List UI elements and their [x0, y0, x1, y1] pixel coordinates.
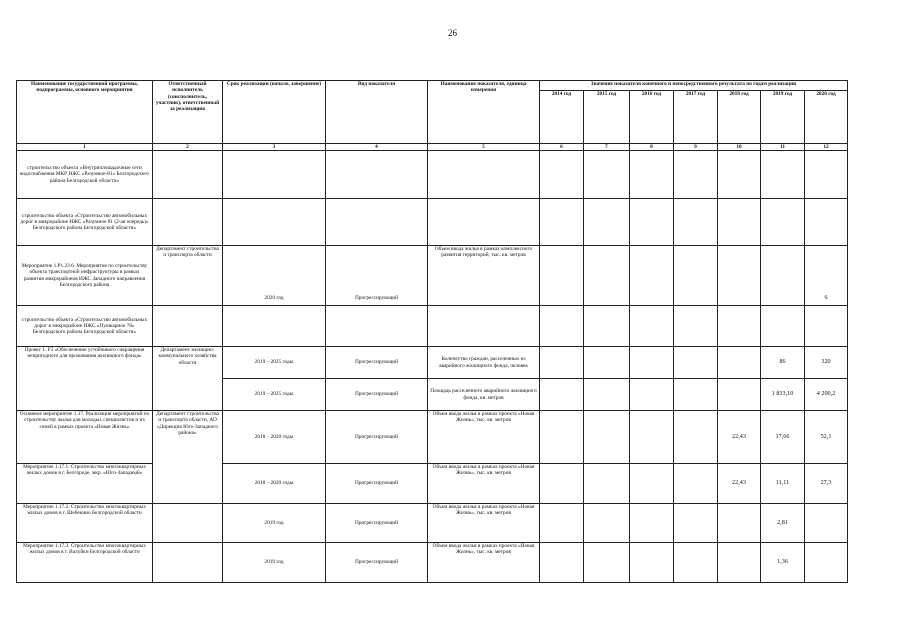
value-cell: [630, 543, 674, 583]
value-cell-2020: 52,1: [805, 411, 848, 464]
indicator-name-cell: Объем ввода жилья в рамках проекта «Новая Жизнь», тыс. кв. метров: [428, 543, 540, 583]
value-cell: [674, 306, 718, 347]
indicator-name-cell: Количество граждан, расселенных из аварийного жилищного фонда, человек: [428, 347, 540, 379]
period-cell: 2020 год: [223, 246, 326, 306]
value-cell: [761, 246, 805, 306]
program-cell: Мероприятие 1.17.3. Строительство многоквартирных жилых домов в г. Валуйки Белгородской области: [17, 543, 153, 583]
column-number: 10: [718, 144, 761, 151]
value-cell: [718, 151, 761, 199]
value-cell: [761, 151, 805, 199]
value-cell: [674, 246, 718, 306]
header-year: 2015 год: [584, 91, 630, 144]
value-cell: [584, 347, 630, 379]
value-cell: [540, 504, 584, 543]
program-cell: Мероприятие 1.Р1.23.6. Мероприятие по строительству объекта транспортной инфраструктуры в рамках развития микрорайонов ИЖС Западного направления Белгородского района: [17, 246, 153, 306]
value-cell: [718, 306, 761, 347]
table-row: [17, 246, 848, 306]
header-year: 2017 год: [674, 91, 718, 144]
executor-cell: [153, 199, 223, 246]
value-cell: [674, 199, 718, 246]
results-table: [16, 80, 848, 583]
value-cell: [584, 151, 630, 199]
indicator-type-cell: Прогрессирующий: [326, 543, 428, 583]
indicator-type-cell: Прогрессирующий: [326, 411, 428, 464]
column-number-row: [17, 144, 848, 151]
executor-cell: Департамент строительства и транспорта области: [153, 246, 223, 306]
value-cell: [674, 379, 718, 411]
value-cell: [540, 151, 584, 199]
column-number: 11: [761, 144, 805, 151]
indicator-type-cell: Прогрессирующий: [326, 504, 428, 543]
header-year: 2020 год: [805, 91, 848, 144]
executor-cell: [153, 151, 223, 199]
value-cell: [718, 543, 761, 583]
value-cell: [630, 379, 674, 411]
value-cell: [584, 504, 630, 543]
value-cell-2020: 4 200,2: [805, 379, 848, 411]
header-indicator-name: Наименование показателя, единица измерения: [428, 81, 540, 144]
value-cell-2018: 22,43: [718, 411, 761, 464]
period-cell: 2018 – 2020 годы: [223, 464, 326, 504]
column-number: 12: [805, 144, 848, 151]
header-period: Срок реализации (начало, завершение): [223, 81, 326, 144]
table-row: [17, 151, 848, 199]
indicator-name-cell: Объем ввода жилья в рамках проекта «Новая Жизнь», тыс. кв. метров: [428, 504, 540, 543]
value-cell: [630, 504, 674, 543]
value-cell: [540, 411, 584, 464]
executor-cell: [153, 504, 223, 543]
column-number: 4: [326, 144, 428, 151]
indicator-type-cell: Прогрессирующий: [326, 246, 428, 306]
indicator-name-cell: [428, 151, 540, 199]
page-number: 26: [448, 28, 457, 38]
period-cell: [223, 151, 326, 199]
period-cell: [223, 199, 326, 246]
value-cell-2019: 2,81: [761, 504, 805, 543]
value-cell: [584, 246, 630, 306]
column-number: 5: [428, 144, 540, 151]
value-cell: [718, 246, 761, 306]
period-cell: 2019 год: [223, 543, 326, 583]
value-cell: [630, 306, 674, 347]
period-cell: 2019 – 2025 годы: [223, 379, 326, 411]
column-number: 2: [153, 144, 223, 151]
header-year: 2014 год: [540, 91, 584, 144]
table-row: [17, 347, 848, 379]
period-cell: 2018 – 2020 годы: [223, 411, 326, 464]
executor-cell: Департамент строительства и транспорта области, АО «Дирекция Юго-Западного района»: [153, 411, 223, 504]
value-cell: [805, 199, 848, 246]
column-number: 1: [17, 144, 153, 151]
value-cell: [540, 199, 584, 246]
value-cell-2019: 11,11: [761, 464, 805, 504]
value-cell: [674, 347, 718, 379]
indicator-name-cell: Объем ввода жилья в рамках проекта «Новая Жизнь», тыс. кв. метров: [428, 411, 540, 464]
table-row: [17, 464, 848, 504]
header-program: Наименование государственной программы, подпрограммы, основного мероприятия: [17, 81, 153, 144]
value-cell: [584, 199, 630, 246]
value-cell: [674, 411, 718, 464]
table-row: [17, 306, 848, 347]
indicator-type-cell: [326, 306, 428, 347]
table-row: [17, 411, 848, 464]
value-cell: [805, 543, 848, 583]
value-cell: [630, 246, 674, 306]
value-cell: [674, 504, 718, 543]
value-cell-2020: 27,3: [805, 464, 848, 504]
value-cell-2018: 22,43: [718, 464, 761, 504]
header-year: 2019 год: [761, 91, 805, 144]
table-row: [17, 543, 848, 583]
value-cell: [718, 347, 761, 379]
header-year: 2016 год: [630, 91, 674, 144]
indicator-name-cell: Объем ввода жилья в рамках проекта «Новая Жизнь», тыс. кв. метров: [428, 464, 540, 504]
column-number: 6: [540, 144, 584, 151]
program-cell: Мероприятие 1.17.2. Строительство многоквартирных жилых домов в г. Шебекино Белгородской области: [17, 504, 153, 543]
value-cell: [540, 306, 584, 347]
program-cell: строительство объекта «Строительство автомобильных дорог в микрорайоне ИЖС «Разумное 81 (2-ая очередь)» Белгородского района Белгородской области»: [17, 199, 153, 246]
program-cell: строительство объекта «Внутриплощадочные сети водоснабжения МКР ИЖС «Разумное-81» Белгородского района Белгородской области»: [17, 151, 153, 199]
header-executor: Ответственный исполнитель (соисполнитель, участник), ответственный за реализацию: [153, 81, 223, 144]
value-cell: [805, 504, 848, 543]
value-cell: [805, 151, 848, 199]
header-year: 2018 год: [718, 91, 761, 144]
indicator-type-cell: [326, 199, 428, 246]
value-cell: [630, 464, 674, 504]
indicator-type-cell: Прогрессирующий: [326, 379, 428, 411]
program-cell: строительство объекта «Строительство автомобильных дорог в микрорайоне ИЖС «Пушкарное 78» Белгородского района Белгородской области»: [17, 306, 153, 347]
value-cell: [718, 379, 761, 411]
indicator-type-cell: [326, 151, 428, 199]
program-cell: Основное мероприятие 1.17. Реализация мероприятий по строительству жилья для молодых специалистов и их семей в рамках проекта «Новая Жизнь»: [17, 411, 153, 464]
column-number: 3: [223, 144, 326, 151]
value-cell: [674, 151, 718, 199]
program-cell: Проект 1. F3 «Обеспечение устойчивого сокращения непригодного для проживания жилищного фонда»: [17, 347, 153, 411]
indicator-name-cell: [428, 306, 540, 347]
indicator-type-cell: Прогрессирующий: [326, 464, 428, 504]
value-cell: [805, 306, 848, 347]
value-cell: [540, 347, 584, 379]
value-cell: [630, 151, 674, 199]
value-cell: [584, 306, 630, 347]
value-cell-2019: 17,66: [761, 411, 805, 464]
value-cell-2019: 1,36: [761, 543, 805, 583]
indicator-name-cell: [428, 199, 540, 246]
value-cell-2019: 1 833,10: [761, 379, 805, 411]
indicator-name-cell: Объем ввода жилья в рамках комплексного развития территорий, тыс. кв. метров: [428, 246, 540, 306]
period-cell: 2019 – 2025 годы: [223, 347, 326, 379]
value-cell: [674, 543, 718, 583]
value-cell: [718, 199, 761, 246]
value-cell: [584, 411, 630, 464]
column-number: 8: [630, 144, 674, 151]
indicator-type-cell: Прогрессирующий: [326, 347, 428, 379]
value-cell: [630, 411, 674, 464]
value-cell: [630, 347, 674, 379]
period-cell: [223, 306, 326, 347]
value-cell-2020: 6: [805, 246, 848, 306]
value-cell: [761, 199, 805, 246]
program-cell: Мероприятие 1.17.1. Строительство многоквартирных жилых домов в г. Белгороде, мкр. «Юго-Западный»: [17, 464, 153, 504]
header-row: [17, 81, 848, 91]
value-cell-2019: 86: [761, 347, 805, 379]
value-cell: [584, 543, 630, 583]
table-row: [17, 199, 848, 246]
value-cell: [761, 306, 805, 347]
value-cell: [674, 464, 718, 504]
executor-cell: [153, 306, 223, 347]
value-cell: [584, 379, 630, 411]
value-cell: [540, 246, 584, 306]
value-cell-2020: 320: [805, 347, 848, 379]
column-number: 7: [584, 144, 630, 151]
value-cell: [540, 543, 584, 583]
value-cell: [630, 199, 674, 246]
value-cell: [540, 379, 584, 411]
executor-cell: Департамент жилищно-коммунального хозяйства области: [153, 347, 223, 411]
period-cell: 2019 год: [223, 504, 326, 543]
executor-cell: [153, 543, 223, 583]
header-values-group: Значение показателя конечного и непосредственного результата по годам реализации: [540, 81, 848, 91]
value-cell: [540, 464, 584, 504]
indicator-name-cell: Площадь расселенного аварийного жилищного фонда, кв. метров: [428, 379, 540, 411]
column-number: 9: [674, 144, 718, 151]
value-cell: [584, 464, 630, 504]
table-row: [17, 504, 848, 543]
header-indicator-type: Вид показателя: [326, 81, 428, 144]
value-cell: [718, 504, 761, 543]
